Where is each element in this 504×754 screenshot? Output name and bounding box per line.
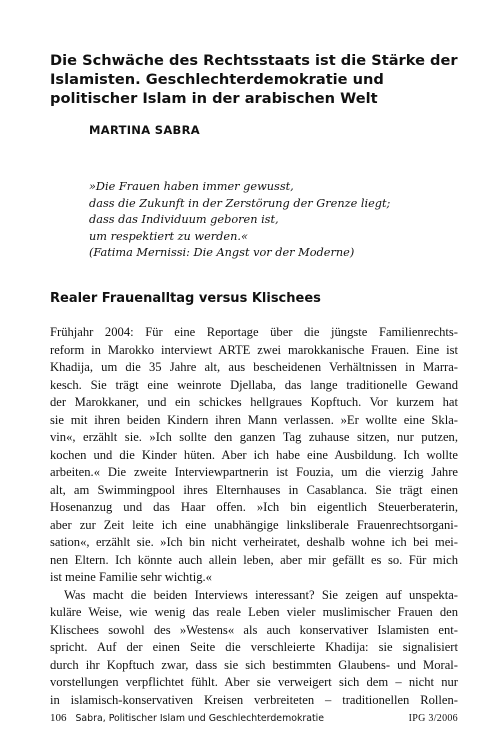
- body-line: vorstellungen verpflichtet fühlt. Aber sie verweigert sich dem – nicht nur: [50, 675, 458, 689]
- section-heading: Realer Frauenalltag versus Klischees: [50, 291, 321, 306]
- body-line: aber zur Zeit leite ich eine unabhängige linksliberale Frauenrechtsorgani-: [50, 517, 458, 532]
- body-line: der Marokkaner, und ein schickes hellgraues Kopftuch. Vor kurzem hat: [50, 395, 458, 409]
- journal-issue: IPG 3/2006: [408, 713, 458, 724]
- body-line: durch ihr Kopftuch zwar, dass sie sich bestimmten Glaubens- und Moral-: [50, 657, 458, 672]
- epigraph-line: »Die Frauen haben immer gewusst,: [89, 180, 294, 193]
- article-author: MARTINA SABRA: [89, 123, 200, 137]
- body-line: kesch. Sie trägt eine weinrote Djellaba, das lange traditionelle Gewand: [50, 377, 458, 392]
- body-line: sation«, erzählt sie. »Ich bin nicht verheiratet, deshalb wohne ich bei mei-: [50, 535, 458, 549]
- article-title: Die Schwäche des Rechtsstaats ist die Stärke der Islamisten. Geschlechterdemokratie und politischer Islam in der arabischen Welt: [50, 52, 458, 107]
- epigraph-line: um respektiert zu werden.«: [89, 229, 248, 243]
- body-line: arbeiten.« Die zweite Interviewpartnerin ist Fouzia, um die vierzig Jahre: [50, 465, 458, 479]
- body-line: alt, am Swimmingpool ihres Elternhauses in Casablanca. Sie trägt einen: [50, 482, 458, 497]
- body-line: Hosenanzug und das Haar offen. »Ich bin eigentlich Steuerberaterin,: [50, 500, 458, 514]
- body-line: Khadija, um die 35 Jahre alt, aus bescheidenen Verhältnissen in Marra-: [50, 360, 458, 374]
- body-line: nen Eltern. Ich könnte auch allein leben, aber mir gefällt es so. Für mich: [50, 552, 458, 567]
- epigraph-quote: [89, 179, 429, 262]
- page-footer: [50, 712, 458, 728]
- epigraph-source: (Fatima Mernissi: Die Angst vor der Moderne): [89, 246, 355, 259]
- body-line: ist meine Familie sehr wichtig.«: [50, 570, 212, 584]
- running-title: Sabra, Politischer Islam und Geschlechterdemokratie: [75, 713, 325, 724]
- body-line: in islamisch-konservativen Kreisen verbreiteten – traditionellen Rollen-: [50, 692, 458, 707]
- body-line: vin«, erzählt sie. »Ich sollte den ganzen Tag zuhause sitzen, nur putzen,: [50, 430, 458, 444]
- body-line: Frühjahr 2004: Für eine Reportage über die jüngste Familienrechts-: [50, 325, 458, 339]
- body-line: Was macht die beiden Interviews interessant? Sie zeigen auf unspekta-: [64, 587, 458, 602]
- body-line: sie mit ihren beiden Kindern ihren Mann verlassen. »Er wollte eine Skla-: [50, 412, 458, 427]
- epigraph-line: dass das Individuum geboren ist,: [89, 213, 279, 226]
- page-number: 106: [50, 712, 67, 724]
- epigraph-line: dass die Zukunft in der Zerstörung der Grenze liegt;: [89, 196, 391, 210]
- body-line: reform in Marokko interviewt ARTE zwei marokkanische Frauen. Eine ist: [50, 342, 458, 357]
- body-line: kochen und die Kinder hüten. Aber ich habe eine Ausbildung. Ich wollte: [50, 447, 458, 462]
- body-line: Klischees sowohl des »Westens« als auch konservativer Islamisten ent-: [50, 622, 458, 637]
- body-line: kuläre Weise, wie wenig das reale Leben vieler muslimischer Frauen den: [50, 605, 458, 619]
- body-line: spricht. Auf der einen Seite die verschleierte Khadija: sie signalisiert: [50, 640, 458, 654]
- body-text: [50, 324, 458, 709]
